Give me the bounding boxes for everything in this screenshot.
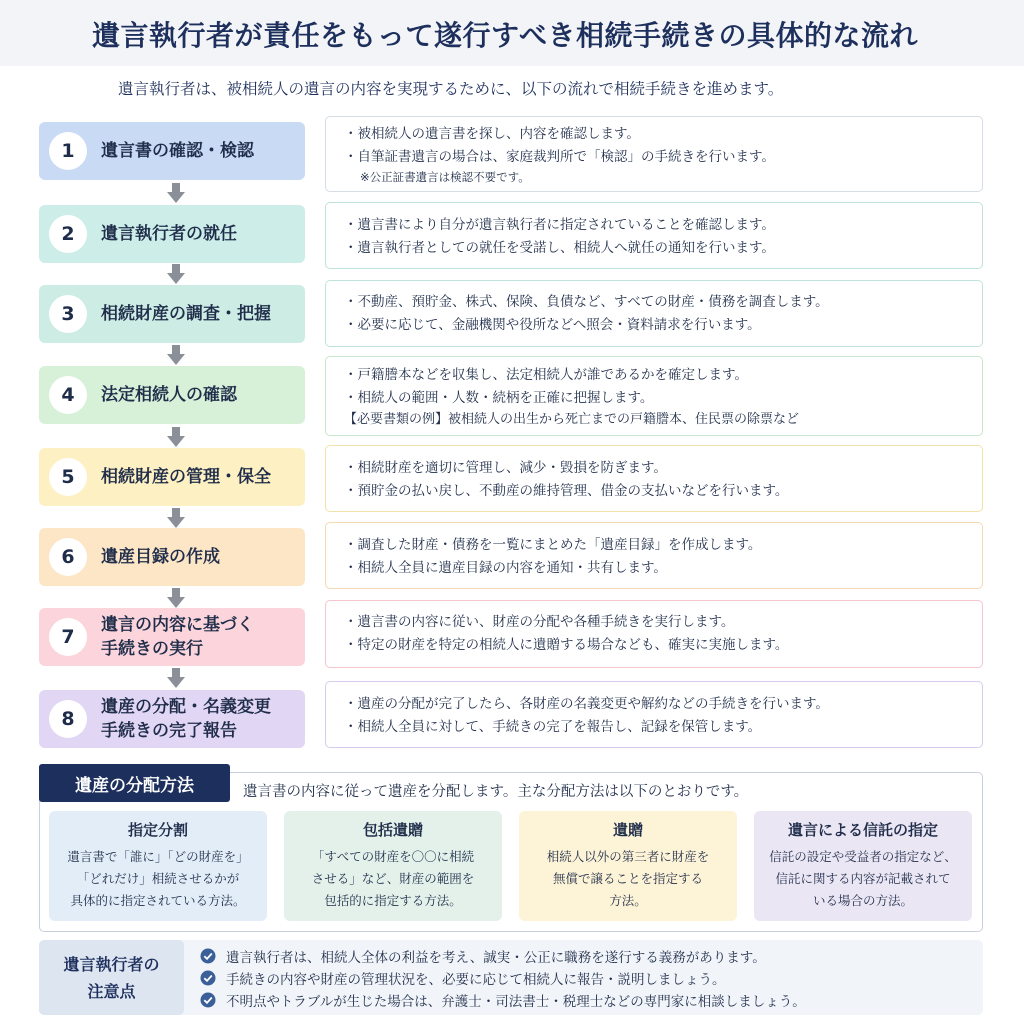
description-line: ・相続人全員に遺産目録の内容を通知・共有します。 <box>344 559 667 576</box>
intro-text: 遺言執行者は、被相続人の遺言の内容を実現するために、以下の流れで相続手続きを進めます。 <box>118 80 784 98</box>
description-line: ・被相続人の遺言書を探し、内容を確認します。 <box>344 126 640 142</box>
method-description: 「すべての財産を〇〇に相続 させる」など、財産の範囲を 包括的に指定する方法。 <box>311 849 475 908</box>
step-number: 7 <box>49 618 87 656</box>
method-card-trust-designation <box>754 811 972 921</box>
arrow-down-icon <box>167 668 185 688</box>
step-number: 2 <box>49 215 87 253</box>
step-label: 相続財産の管理・保全 <box>101 467 271 487</box>
step-number: 6 <box>49 538 87 576</box>
step-label: 法定相続人の確認 <box>101 385 237 405</box>
method-title: 指定分割 <box>127 821 188 839</box>
step-3-box <box>39 285 305 343</box>
note-item <box>200 945 806 967</box>
description-line: ・預貯金の払い戻し、不動産の維持管理、借金の支払いなどを行います。 <box>344 482 789 499</box>
check-circle-icon <box>200 948 216 964</box>
note-text: 手続きの内容や財産の管理状況を、必要に応じて相続人に報告・説明しましょう。 <box>226 972 726 988</box>
arrow-down-icon <box>167 183 185 203</box>
description-line: ・調査した財産・債務を一覧にまとめた「遺産目録」を作成します。 <box>344 537 762 553</box>
description-line: ・遺言書の内容に従い、財産の分配や各種手続きを実行します。 <box>344 614 735 630</box>
step-label: 遺言の内容に基づく 手続きの実行 <box>101 615 254 659</box>
description-line: ・不動産、預貯金、株式、保険、負債など、すべての財産・債務を調査します。 <box>344 294 829 310</box>
step-number: 3 <box>49 295 87 333</box>
step-6-description <box>325 522 983 589</box>
description-line: ・遺言執行者としての就任を受諾し、相続人へ就任の通知を行います。 <box>344 239 775 256</box>
note-text: 遺言執行者は、相続人全体の利益を考え、誠実・公正に職務を遂行する義務があります。 <box>226 950 766 966</box>
step-number: 8 <box>49 700 87 738</box>
step-label: 相続財産の調査・把握 <box>101 304 271 324</box>
description-line: ・特定の財産を特定の相続人に遺贈する場合なども、確実に実施します。 <box>344 636 789 653</box>
step-8-box <box>39 690 305 748</box>
step-1-description <box>325 116 983 192</box>
method-title: 遺贈 <box>612 821 643 839</box>
step-label: 遺産目録の作成 <box>101 547 220 567</box>
step-number: 4 <box>49 376 87 414</box>
description-line: ・相続人の範囲・人数・続柄を正確に把握します。 <box>344 389 654 406</box>
step-6-box <box>39 528 305 586</box>
step-5-description <box>325 445 983 512</box>
step-2-description <box>325 202 983 269</box>
method-description: 信託の設定や受益者の指定など、 信託に関する内容が記載されて いる場合の方法。 <box>769 849 957 908</box>
method-card-designated-division <box>49 811 267 921</box>
page-title: 遺言執行者が責任をもって遂行すべき相続手続きの具体的な流れ <box>92 19 918 52</box>
method-title: 包括遺贈 <box>362 821 423 839</box>
step-number: 1 <box>49 132 87 170</box>
arrow-down-icon <box>167 508 185 528</box>
method-description: 相続人以外の第三者に財産を 無償で譲ることを指定する 方法。 <box>546 849 710 908</box>
note-item <box>200 989 806 1011</box>
step-1-box <box>39 122 305 180</box>
step-label: 遺言書の確認・検認 <box>101 141 254 161</box>
step-8-description <box>325 681 983 748</box>
description-note: ※公正証書遺言は検認不要です。 <box>360 170 530 184</box>
step-label: 遺産の分配・名義変更 手続きの完了報告 <box>101 697 271 741</box>
step-3-description <box>325 280 983 347</box>
check-circle-icon <box>200 970 216 986</box>
method-card-comprehensive-bequest <box>284 811 502 921</box>
description-line: ・相続財産を適切に管理し、減少・毀損を防ぎます。 <box>344 460 667 476</box>
distribution-methods-intro: 遺言書の内容に従って遺産を分配します。主な分配方法は以下のとおりです。 <box>243 784 749 800</box>
method-card-bequest <box>519 811 737 921</box>
arrow-down-icon <box>167 264 185 284</box>
step-5-box <box>39 448 305 506</box>
arrow-down-icon <box>167 345 185 365</box>
description-line: ・相続人全員に対して、手続きの完了を報告し、記録を保管します。 <box>344 718 762 735</box>
step-7-box <box>39 608 305 666</box>
description-line: ・自筆証書遺言の場合は、家庭裁判所で「検認」の手続きを行います。 <box>344 148 775 165</box>
notes-heading: 遺言執行者の 注意点 <box>39 940 184 1015</box>
note-item <box>200 967 806 989</box>
description-line: ・遺産の分配が完了したら、各財産の名義変更や解約などの手続きを行います。 <box>344 696 829 712</box>
step-2-box <box>39 205 305 263</box>
method-description: 遺言書で「誰に」「どの財産を」 「どれだけ」相続させるかが 具体的に指定されている方法。 <box>67 849 249 908</box>
step-4-description <box>325 356 983 436</box>
note-text: 不明点やトラブルが生じた場合は、弁護士・司法書士・税理士などの専門家に相談しましょう。 <box>226 994 806 1010</box>
notes-list <box>200 945 806 1011</box>
arrow-down-icon <box>167 427 185 447</box>
step-label: 遺言執行者の就任 <box>101 224 237 244</box>
description-example: 【必要書類の例】被相続人の出生から死亡までの戸籍謄本、住民票の除票など <box>344 412 800 427</box>
step-number: 5 <box>49 458 87 496</box>
step-7-description <box>325 600 983 668</box>
distribution-methods-heading: 遺産の分配方法 <box>39 764 230 802</box>
step-4-box <box>39 366 305 424</box>
description-line: ・戸籍謄本などを収集し、法定相続人が誰であるかを確定します。 <box>344 367 748 383</box>
description-line: ・遺言書により自分が遺言執行者に指定されていることを確認します。 <box>344 217 775 233</box>
description-line: ・必要に応じて、金融機関や役所などへ照会・資料請求を行います。 <box>344 316 761 333</box>
check-circle-icon <box>200 992 216 1008</box>
arrow-down-icon <box>167 588 185 608</box>
method-title: 遺言による信託の指定 <box>787 821 938 839</box>
